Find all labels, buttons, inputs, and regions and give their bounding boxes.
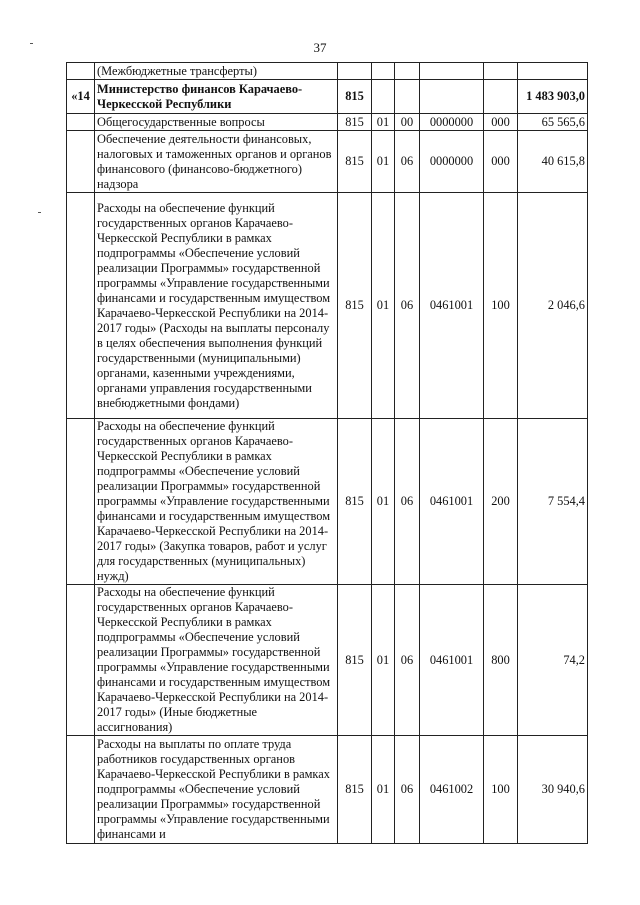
expense-type-cell: 200 — [484, 419, 518, 585]
description-cell: Расходы на выплаты по оплате труда работников государственных органов Карачаево-Черкесской Республики в рамках подпрограммы «Обеспечение условий реализации Программы» государственной программы «Управление государственными финансами и — [95, 736, 338, 844]
section-code-cell: 01 — [372, 585, 395, 736]
subsection-code-cell: 06 — [395, 193, 420, 419]
amount-cell: 30 940,6 — [518, 736, 588, 844]
ministry-code-cell: 815 — [338, 419, 372, 585]
table-row — [67, 193, 588, 419]
description-cell: Общегосударственные вопросы — [95, 114, 338, 131]
target-item-cell — [420, 63, 484, 80]
page-number: 37 — [313, 40, 327, 55]
table-row — [67, 736, 588, 844]
description-cell: Министерство финансов Карачаево-Черкесской Республики — [95, 80, 338, 114]
subsection-code-cell: 06 — [395, 736, 420, 844]
budget-table — [66, 62, 588, 844]
expense-type-cell: 100 — [484, 193, 518, 419]
target-item-cell: 0461001 — [420, 419, 484, 585]
description-cell: (Межбюджетные трансферты) — [95, 63, 338, 80]
expense-type-cell — [484, 80, 518, 114]
table-row — [67, 585, 588, 736]
subsection-code-cell: 00 — [395, 114, 420, 131]
budget-table-body — [67, 63, 588, 844]
table-row — [67, 114, 588, 131]
description-cell: Обеспечение деятельности финансовых, налоговых и таможенных органов и органов финансового (финансово-бюджетного) надзора — [95, 131, 338, 193]
section-code-cell: 01 — [372, 114, 395, 131]
section-code-cell — [372, 80, 395, 114]
expense-type-cell: 000 — [484, 114, 518, 131]
ministry-code-cell: 815 — [338, 114, 372, 131]
row-number-cell — [67, 63, 95, 80]
target-item-cell: 0461001 — [420, 193, 484, 419]
expense-type-cell — [484, 63, 518, 80]
description-cell: Расходы на обеспечение функций государственных органов Карачаево-Черкесской Республики в рамках подпрограммы «Обеспечение условий реализации Программы» государственной программы «Управление государственными финансами и государственным имуществом Карачаево-Черкесской Республики на 2014-2017 годы» (Закупка товаров, работ и услуг для государственных (муниципальных) нужд) — [95, 419, 338, 585]
row-number-cell — [67, 736, 95, 844]
ministry-code-cell: 815 — [338, 80, 372, 114]
ministry-code-cell: 815 — [338, 585, 372, 736]
subsection-code-cell: 06 — [395, 585, 420, 736]
row-number-cell: «14 — [67, 80, 95, 114]
row-number-cell — [67, 193, 95, 419]
expense-type-cell: 800 — [484, 585, 518, 736]
table-row — [67, 131, 588, 193]
ministry-code-cell: 815 — [338, 193, 372, 419]
table-row — [67, 419, 588, 585]
table-row — [67, 80, 588, 114]
amount-cell: 2 046,6 — [518, 193, 588, 419]
subsection-code-cell: 06 — [395, 419, 420, 585]
row-number-cell — [67, 585, 95, 736]
amount-cell: 74,2 — [518, 585, 588, 736]
amount-cell — [518, 63, 588, 80]
row-number-cell — [67, 114, 95, 131]
subsection-code-cell: 06 — [395, 131, 420, 193]
amount-cell: 40 615,8 — [518, 131, 588, 193]
description-cell: Расходы на обеспечение функций государственных органов Карачаево-Черкесской Республики в рамках подпрограммы «Обеспечение условий реализации Программы» государственной программы «Управление государственными финансами и государственным имуществом Карачаево-Черкесской Республики на 2014-2017 годы» (Иные бюджетные ассигнования) — [95, 585, 338, 736]
amount-cell: 65 565,6 — [518, 114, 588, 131]
amount-cell: 7 554,4 — [518, 419, 588, 585]
target-item-cell: 0000000 — [420, 114, 484, 131]
section-code-cell: 01 — [372, 419, 395, 585]
expense-type-cell: 000 — [484, 131, 518, 193]
subsection-code-cell — [395, 63, 420, 80]
subsection-code-cell — [395, 80, 420, 114]
ministry-code-cell: 815 — [338, 736, 372, 844]
target-item-cell: 0000000 — [420, 131, 484, 193]
scan-speck — [30, 43, 33, 44]
section-code-cell: 01 — [372, 131, 395, 193]
section-code-cell — [372, 63, 395, 80]
table-row — [67, 63, 588, 80]
section-code-cell: 01 — [372, 736, 395, 844]
row-number-cell — [67, 419, 95, 585]
row-number-cell — [67, 131, 95, 193]
target-item-cell: 0461002 — [420, 736, 484, 844]
ministry-code-cell: 815 — [338, 131, 372, 193]
target-item-cell: 0461001 — [420, 585, 484, 736]
target-item-cell — [420, 80, 484, 114]
amount-cell: 1 483 903,0 — [518, 80, 588, 114]
scan-speck — [38, 212, 41, 213]
ministry-code-cell — [338, 63, 372, 80]
expense-type-cell: 100 — [484, 736, 518, 844]
section-code-cell: 01 — [372, 193, 395, 419]
description-cell: Расходы на обеспечение функций государственных органов Карачаево-Черкесской Республики в рамках подпрограммы «Обеспечение условий реализации Программы» государственной программы «Управление государственными финансами и государственным имуществом Карачаево-Черкесской Республики на 2014-2017 годы» (Расходы на выплаты персоналу в целях обеспечения выполнения функций государственными (муниципальными) органами, казенными учреждениями, органами управления государственными внебюджетными фондами) — [95, 193, 338, 419]
